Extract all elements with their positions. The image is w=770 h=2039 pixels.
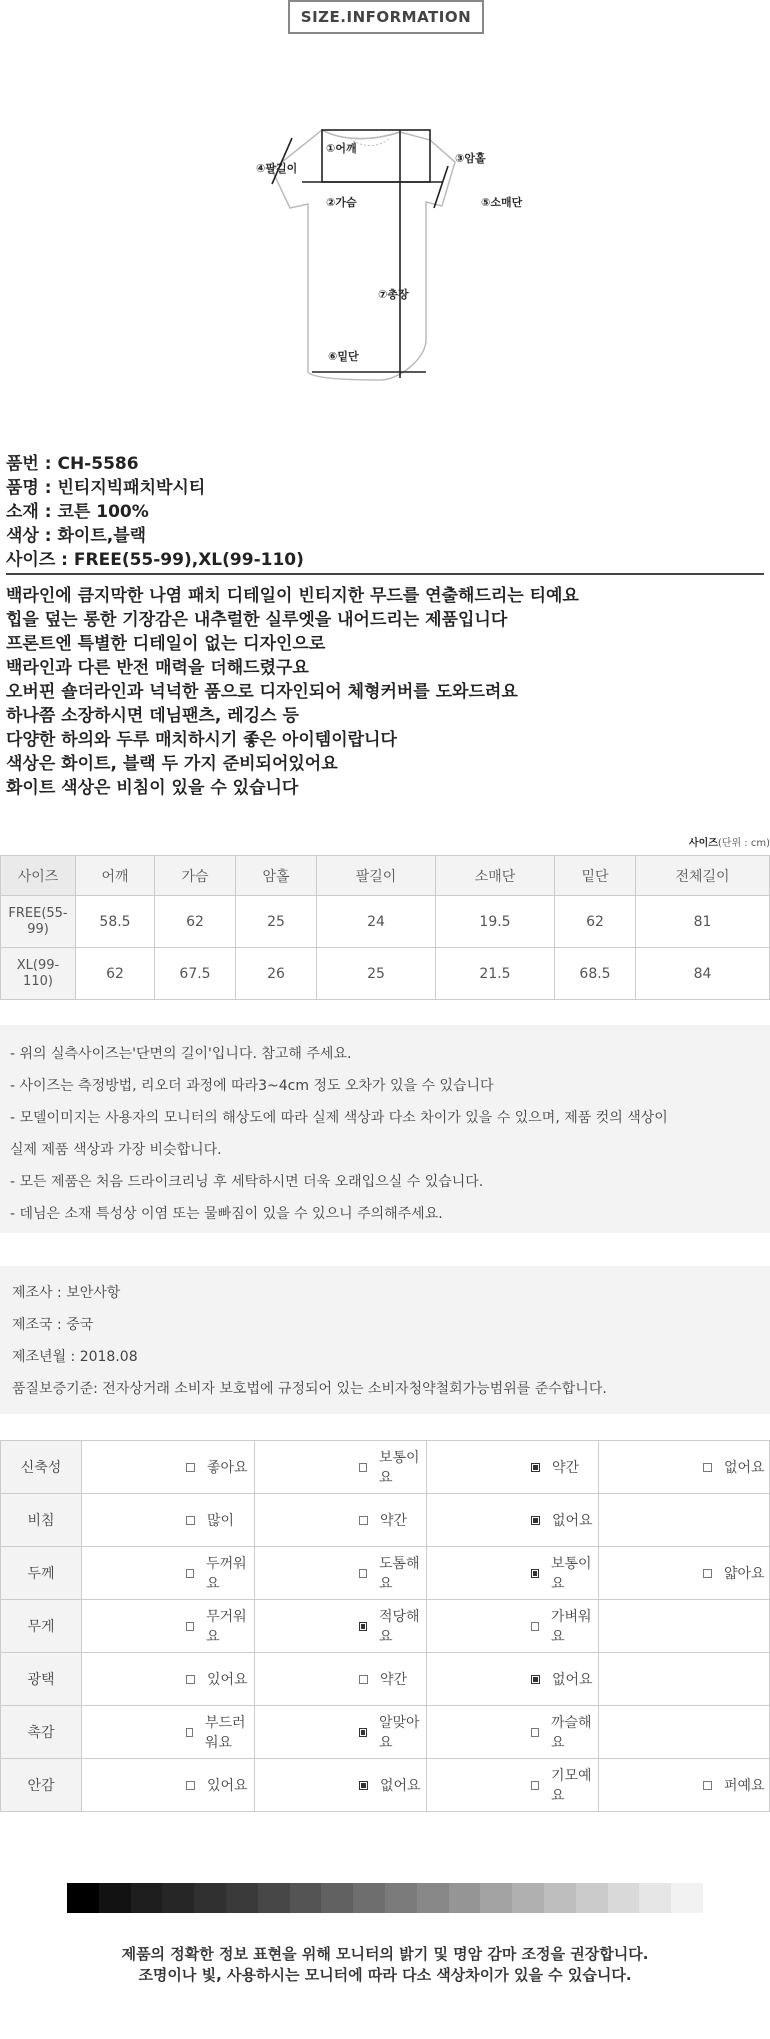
attribute-option-cell [255, 1706, 427, 1759]
attribute-option-cell [427, 1494, 599, 1547]
description-line: 오버핀 숄더라인과 넉넉한 품으로 디자인되어 체형커버를 도와드려요 [6, 682, 518, 702]
attribute-option[interactable] [359, 1712, 425, 1752]
maker-line: 제조사 : 보안사항 [12, 1285, 121, 1301]
attribute-option-label: 보통이요 [378, 1450, 420, 1486]
unchecked-box-icon[interactable] [703, 1463, 712, 1472]
attribute-option-cell [82, 1600, 255, 1653]
attribute-option-label: 보통이요 [550, 1556, 592, 1592]
gray-swatch [99, 1883, 131, 1913]
table-cell: 24 [317, 896, 436, 948]
description-line: 백라인과 다른 반전 매력을 더해드렸구요 [6, 658, 309, 678]
note-line: - 사이즈는 측정방법, 리오더 과정에 따라3~4cm 정도 오차가 있을 수 있습니다 [10, 1078, 494, 1094]
attribute-option-cell [599, 1600, 770, 1653]
attribute-option-label: 얇아요 [724, 1566, 765, 1582]
attribute-option-label: 있어요 [207, 1778, 248, 1794]
attribute-name: 촉감 [1, 1706, 82, 1759]
attribute-option-cell [599, 1759, 770, 1812]
attribute-option-cell [599, 1547, 770, 1600]
attribute-option[interactable] [359, 1447, 425, 1487]
gray-swatch [417, 1883, 449, 1913]
attribute-option-cell [255, 1759, 427, 1812]
gray-swatch [353, 1883, 385, 1913]
description-line: 다양한 하의와 두루 매치하시기 좋은 아이템이랍니다 [6, 730, 397, 750]
attribute-option[interactable] [531, 1765, 597, 1805]
attribute-option[interactable] [359, 1606, 425, 1646]
maker-line: 제조국 : 중국 [12, 1317, 94, 1333]
column-header: 암홀 [236, 856, 317, 896]
note-line: - 모델이미지는 사용자의 모니터의 해상도에 따라 실제 색상과 다소 차이가 있을 수 있으며, 제품 컷의 색상이 [10, 1110, 668, 1126]
attribute-option[interactable] [359, 1775, 425, 1795]
gray-swatch [226, 1883, 258, 1913]
attribute-name: 신축성 [1, 1441, 82, 1494]
fabric-attribute-table [0, 1440, 770, 1812]
section-title: SIZE.INFORMATION [288, 0, 484, 34]
product-info [6, 452, 304, 572]
gray-swatch [639, 1883, 671, 1913]
table-row [1, 948, 770, 1000]
table-cell: FREE(55-99) [1, 896, 76, 948]
unchecked-box-icon[interactable] [186, 1569, 194, 1578]
attribute-option-label: 좋아요 [207, 1460, 248, 1476]
attribute-row [1, 1494, 770, 1547]
attribute-row [1, 1600, 770, 1653]
gray-swatch [131, 1883, 163, 1913]
unchecked-box-icon[interactable] [359, 1516, 368, 1525]
table-cell: 21.5 [436, 948, 555, 1000]
label-shoulder: ①어깨 [326, 142, 357, 155]
size-unit-label: 사이즈 [688, 838, 718, 849]
table-cell: 58.5 [76, 896, 155, 948]
unchecked-box-icon[interactable] [359, 1463, 367, 1472]
table-cell: 25 [317, 948, 436, 1000]
unchecked-box-icon[interactable] [531, 1728, 539, 1737]
gray-swatch [162, 1883, 194, 1913]
note-line: 실제 제품 색상과 가장 비슷합니다. [10, 1142, 222, 1158]
gray-swatch [512, 1883, 544, 1913]
attribute-option-cell [82, 1441, 255, 1494]
attribute-option-cell [427, 1706, 599, 1759]
divider [6, 573, 764, 575]
table-cell: 68.5 [555, 948, 636, 1000]
attribute-option-label: 없어요 [380, 1778, 421, 1794]
product-name: 품명 : 빈티지빅패치박시티 [6, 478, 206, 498]
attribute-option[interactable] [531, 1712, 597, 1752]
label-hem: ⑥밑단 [328, 350, 359, 363]
unchecked-box-icon[interactable] [531, 1781, 539, 1790]
attribute-name: 안감 [1, 1759, 82, 1812]
unchecked-box-icon[interactable] [703, 1569, 712, 1578]
gray-swatch [258, 1883, 290, 1913]
attribute-row [1, 1441, 770, 1494]
gray-swatch [385, 1883, 417, 1913]
attribute-option-cell [255, 1441, 427, 1494]
attribute-row [1, 1706, 770, 1759]
attribute-option-label: 도톰해요 [378, 1556, 420, 1592]
notes-box [0, 1025, 770, 1233]
attribute-option[interactable] [531, 1669, 597, 1689]
unchecked-box-icon[interactable] [703, 1781, 712, 1790]
attribute-option-cell [82, 1494, 255, 1547]
maker-line: 품질보증기준: 전자상거래 소비자 보호법에 규정되어 있는 소비자청약철회가능범위를 준수합니다. [12, 1381, 607, 1397]
attribute-option-label: 무거워요 [206, 1609, 247, 1645]
notice-line: 조명이나 빛, 사용하시는 모니터에 따라 다소 색상차이가 있을 수 있습니다. [138, 1966, 632, 1984]
attribute-option-cell [427, 1600, 599, 1653]
label-sleeve-length: ④팔길이 [256, 162, 298, 175]
checked-box-icon[interactable] [531, 1463, 540, 1472]
gray-swatch [449, 1883, 481, 1913]
label-total-length: ⑦총장 [378, 288, 409, 301]
table-cell: XL(99-110) [1, 948, 76, 1000]
checked-box-icon[interactable] [531, 1516, 540, 1525]
notice-line: 제품의 정확한 정보 표현을 위해 모니터의 밝기 및 명암 감마 조정을 권장합니다. [121, 1945, 649, 1963]
label-sleeve-opening: ⑤소매단 [481, 196, 523, 209]
attribute-option-cell [82, 1653, 255, 1706]
attribute-option-cell [599, 1706, 770, 1759]
attribute-option-label: 없어요 [724, 1460, 765, 1476]
unchecked-box-icon[interactable] [186, 1728, 193, 1737]
attribute-option[interactable] [531, 1606, 597, 1646]
attribute-name: 비침 [1, 1494, 82, 1547]
attribute-option-cell [427, 1653, 599, 1706]
attribute-option-label: 없어요 [552, 1513, 593, 1529]
unchecked-box-icon[interactable] [531, 1622, 539, 1631]
unchecked-box-icon[interactable] [186, 1463, 195, 1472]
note-line: - 데님은 소재 특성상 이염 또는 물빠짐이 있을 수 있으니 주의해주세요. [10, 1206, 443, 1222]
attribute-option-cell [599, 1494, 770, 1547]
attribute-option-label: 많이 [207, 1513, 235, 1529]
table-cell: 67.5 [155, 948, 236, 1000]
attribute-option-label: 퍼예요 [724, 1778, 765, 1794]
table-cell: 62 [155, 896, 236, 948]
table-cell: 19.5 [436, 896, 555, 948]
column-header: 어깨 [76, 856, 155, 896]
table-cell: 84 [636, 948, 770, 1000]
size-diagram [230, 110, 530, 390]
attribute-option-label: 적당해요 [378, 1609, 420, 1645]
checked-box-icon[interactable] [531, 1569, 539, 1578]
attribute-option-label: 약간 [380, 1513, 408, 1529]
table-cell: 62 [555, 896, 636, 948]
maker-info-box [0, 1266, 770, 1414]
attribute-option-cell [427, 1759, 599, 1812]
attribute-option-cell [82, 1759, 255, 1812]
table-cell: 62 [76, 948, 155, 1000]
column-header: 팔길이 [317, 856, 436, 896]
attribute-row [1, 1653, 770, 1706]
attribute-option-label: 약간 [380, 1672, 408, 1688]
unchecked-box-icon[interactable] [359, 1675, 368, 1684]
unchecked-box-icon[interactable] [359, 1569, 367, 1578]
table-cell: 25 [236, 896, 317, 948]
column-header: 가슴 [155, 856, 236, 896]
attribute-option-cell [427, 1441, 599, 1494]
gray-swatch [194, 1883, 226, 1913]
gray-swatch [608, 1883, 640, 1913]
attribute-option-cell [255, 1494, 427, 1547]
attribute-row [1, 1547, 770, 1600]
gray-scale-bar [67, 1883, 703, 1913]
description-line: 힙을 덮는 롱한 기장감은 내추럴한 실루엣을 내어드리는 제품입니다 [6, 610, 508, 630]
attribute-option-cell [427, 1547, 599, 1600]
attribute-row [1, 1759, 770, 1812]
table-row [1, 896, 770, 948]
attribute-option[interactable] [703, 1457, 768, 1477]
gray-swatch [576, 1883, 608, 1913]
attribute-option-label: 가벼워요 [550, 1609, 592, 1645]
product-color: 색상 : 화이트,블랙 [6, 526, 147, 546]
checked-box-icon[interactable] [359, 1781, 368, 1790]
label-chest: ②가슴 [326, 196, 357, 209]
description-line: 하나쯤 소장하시면 데님팬츠, 레깅스 등 [6, 706, 299, 726]
unchecked-box-icon[interactable] [186, 1622, 194, 1631]
attribute-option-label: 부드러워요 [204, 1715, 246, 1751]
unchecked-box-icon[interactable] [186, 1675, 195, 1684]
maker-line: 제조년월 : 2018.08 [12, 1349, 138, 1365]
attribute-option-cell [82, 1547, 255, 1600]
attribute-option[interactable] [531, 1457, 597, 1477]
attribute-option[interactable] [531, 1553, 597, 1593]
product-description [6, 584, 579, 800]
attribute-option-cell [255, 1547, 427, 1600]
checked-box-icon[interactable] [359, 1622, 367, 1631]
attribute-option-label: 약간 [552, 1460, 580, 1476]
attribute-option[interactable] [359, 1553, 425, 1593]
attribute-option[interactable] [703, 1775, 768, 1795]
attribute-option[interactable] [703, 1563, 768, 1583]
attribute-option[interactable] [186, 1775, 253, 1795]
attribute-name: 무게 [1, 1600, 82, 1653]
description-line: 프론트엔 특별한 디테일이 없는 디자인으로 [6, 634, 326, 654]
checked-box-icon[interactable] [359, 1728, 367, 1737]
description-line: 화이트 색상은 비침이 있을 수 있습니다 [6, 778, 299, 798]
attribute-option-cell [599, 1441, 770, 1494]
attribute-option-label: 기모예요 [550, 1768, 592, 1804]
attribute-name: 광택 [1, 1653, 82, 1706]
attribute-option-cell [82, 1706, 255, 1759]
checked-box-icon[interactable] [531, 1675, 540, 1684]
attribute-option[interactable] [186, 1457, 253, 1477]
attribute-option[interactable] [186, 1669, 253, 1689]
attribute-option-label: 없어요 [552, 1672, 593, 1688]
attribute-option[interactable] [186, 1510, 253, 1530]
attribute-option-label: 알맞아요 [378, 1715, 420, 1751]
column-header: 밑단 [555, 856, 636, 896]
attribute-option[interactable] [531, 1510, 597, 1530]
size-unit-note: (단위 : cm) [717, 838, 770, 849]
attribute-option-cell [255, 1600, 427, 1653]
monitor-notice [0, 1944, 770, 1986]
attribute-option[interactable] [359, 1510, 425, 1530]
attribute-option-cell [599, 1653, 770, 1706]
attribute-name: 두께 [1, 1547, 82, 1600]
unchecked-box-icon[interactable] [186, 1781, 195, 1790]
column-header: 소매단 [436, 856, 555, 896]
column-header: 사이즈 [1, 856, 76, 896]
table-cell: 81 [636, 896, 770, 948]
attribute-option[interactable] [186, 1553, 253, 1593]
attribute-option-cell [255, 1653, 427, 1706]
attribute-option[interactable] [186, 1606, 253, 1646]
size-table [0, 855, 770, 1000]
product-size: 사이즈 : FREE(55-99),XL(99-110) [6, 550, 304, 570]
note-line: - 위의 실측사이즈는'단면의 길이'입니다. 참고해 주세요. [10, 1046, 352, 1062]
size-unit [689, 834, 770, 849]
label-armhole: ③암홀 [455, 152, 486, 165]
gray-swatch [290, 1883, 322, 1913]
gray-swatch [544, 1883, 576, 1913]
gray-swatch [321, 1883, 353, 1913]
description-line: 색상은 화이트, 블랙 두 가지 준비되어있어요 [6, 754, 338, 774]
note-line: - 모든 제품은 처음 드라이크리닝 후 세탁하시면 더욱 오래입으실 수 있습니다. [10, 1174, 484, 1190]
table-cell: 26 [236, 948, 317, 1000]
attribute-option-label: 까슬해요 [550, 1715, 592, 1751]
product-code: 품번 : CH-5586 [6, 454, 139, 474]
column-header: 전체길이 [636, 856, 770, 896]
product-material: 소재 : 코튼 100% [6, 502, 149, 522]
attribute-option[interactable] [359, 1669, 425, 1689]
gray-swatch [671, 1883, 703, 1913]
description-line: 백라인에 큼지막한 나염 패치 디테일이 빈티지한 무드를 연출해드리는 티예요 [6, 586, 579, 606]
gray-swatch [480, 1883, 512, 1913]
attribute-option[interactable] [186, 1712, 253, 1752]
attribute-option-label: 두꺼워요 [206, 1556, 247, 1592]
table-header-row [1, 856, 770, 896]
gray-swatch [67, 1883, 99, 1913]
attribute-option-label: 있어요 [207, 1672, 248, 1688]
unchecked-box-icon[interactable] [186, 1516, 195, 1525]
